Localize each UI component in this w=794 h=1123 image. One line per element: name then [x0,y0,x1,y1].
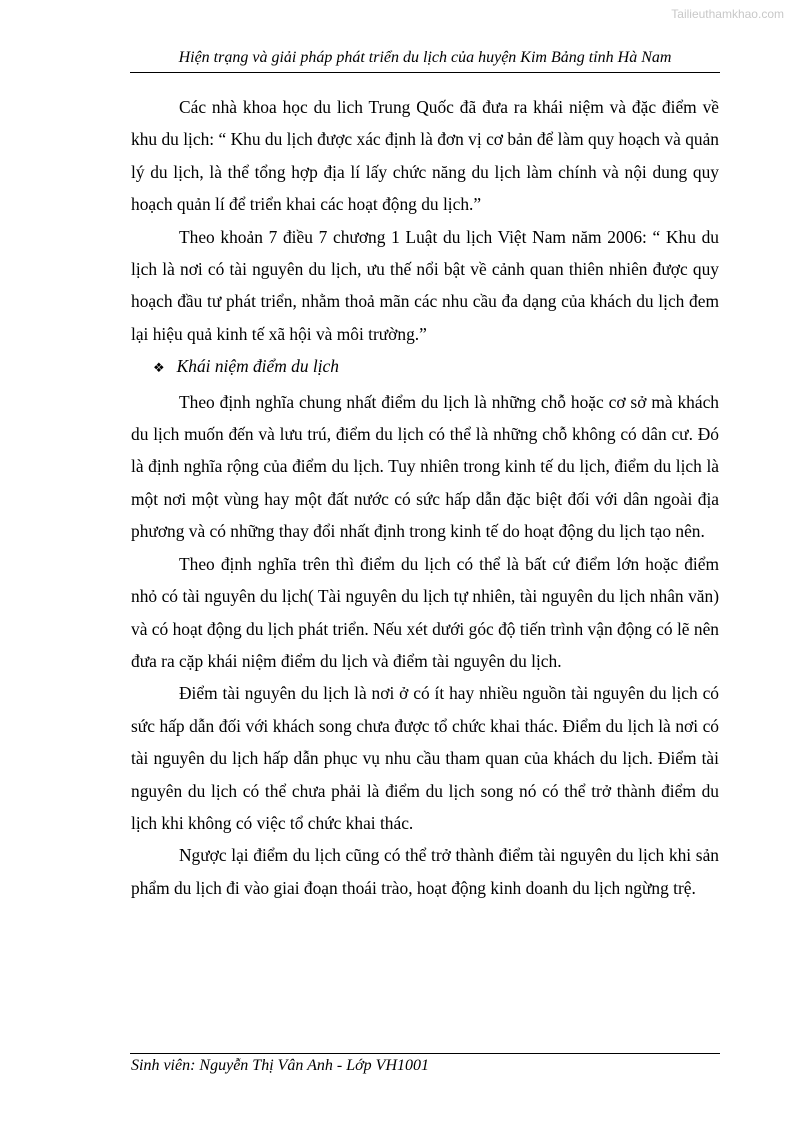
section-heading [131,350,719,385]
diamond-bullet-icon: ❖ [153,361,165,377]
paragraph-6: Ngược lại điểm du lịch cũng có thể trở thành điểm tài nguyên du lịch khi sản phẩm du lịch đi vào giai đoạn thoái trào, hoạt động kinh doanh du lịch ngừng trệ. [131,845,719,898]
paragraph-2: Theo khoản 7 điều 7 chương 1 Luật du lịch Việt Nam năm 2006: “ Khu du lịch là nơi có tài nguyên du lịch, ưu thế nổi bật về cảnh quan thiên nhiên được quy hoạch đầu tư phát triển, nhằm thoả mãn các nhu cầu đa dạng của khách du lịch đem lại hiệu quả kinh tế xã hội và môi trường.” [131,226,719,344]
watermark: Tailieuthamkhao.com [671,7,784,21]
page-header: Hiện trạng và giải pháp phát triển du lịch của huyện Kim Bảng tỉnh Hà Nam [178,49,672,66]
footer-divider [130,1053,720,1054]
section-heading-text: Khái niệm điểm du lịch [176,356,339,377]
header-divider [130,72,720,73]
paragraph-1: Các nhà khoa học du lich Trung Quốc đã đưa ra khái niệm và đặc điểm về khu du lịch: “ Khu du lịch được xác định là đơn vị cơ bản để làm quy hoạch và quản lý du lịch, là thể tổng hợp địa lí lấy chức năng du lịch làm chính và nội dung quy hoạch quản lí để triển khai các hoạt động du lịch.” [131,97,719,215]
page-footer: Sinh viên: Nguyễn Thị Vân Anh - Lớp VH1001 [131,1057,429,1074]
paragraph-5: Điểm tài nguyên du lịch là nơi ở có ít hay nhiều nguồn tài nguyên du lịch có sức hấp dẫn đối với khách song chưa được tổ chức khai thác. Điểm du lịch là nơi có tài nguyên du lịch hấp dẫn phục vụ nhu cầu tham quan của khách du lịch. Điểm tài nguyên du lịch có thể chưa phải là điểm du lịch song nó có thể trở thành điểm du lịch khi không có việc tổ chức khai thác. [131,683,719,833]
paragraph-4: Theo định nghĩa trên thì điểm du lịch có thể là bất cứ điểm lớn hoặc điểm nhỏ có tài nguyên du lịch( Tài nguyên du lịch tự nhiên, tài nguyên du lịch nhân văn) và có hoạt động du lịch phát triển. Nếu xét dưới góc độ tiến trình vận động có lẽ nên đưa ra cặp khái niệm điểm du lịch và điểm tài nguyên du lịch. [131,553,719,671]
paragraph-3: Theo định nghĩa chung nhất điểm du lịch là những chỗ hoặc cơ sở mà khách du lịch muốn đến và lưu trú, điểm du lịch có thể là những chỗ không có dân cư. Đó là định nghĩa rộng của điểm du lịch. Tuy nhiên trong kinh tế du lịch, điểm du lịch là một nơi một vùng hay một đất nước có sức hấp dẫn đặc biệt đối với dân ngoài địa phương và có những thay đổi nhất định trong kinh tế do hoạt động du lịch tạo nên. [131,391,719,542]
page-content [131,91,719,904]
